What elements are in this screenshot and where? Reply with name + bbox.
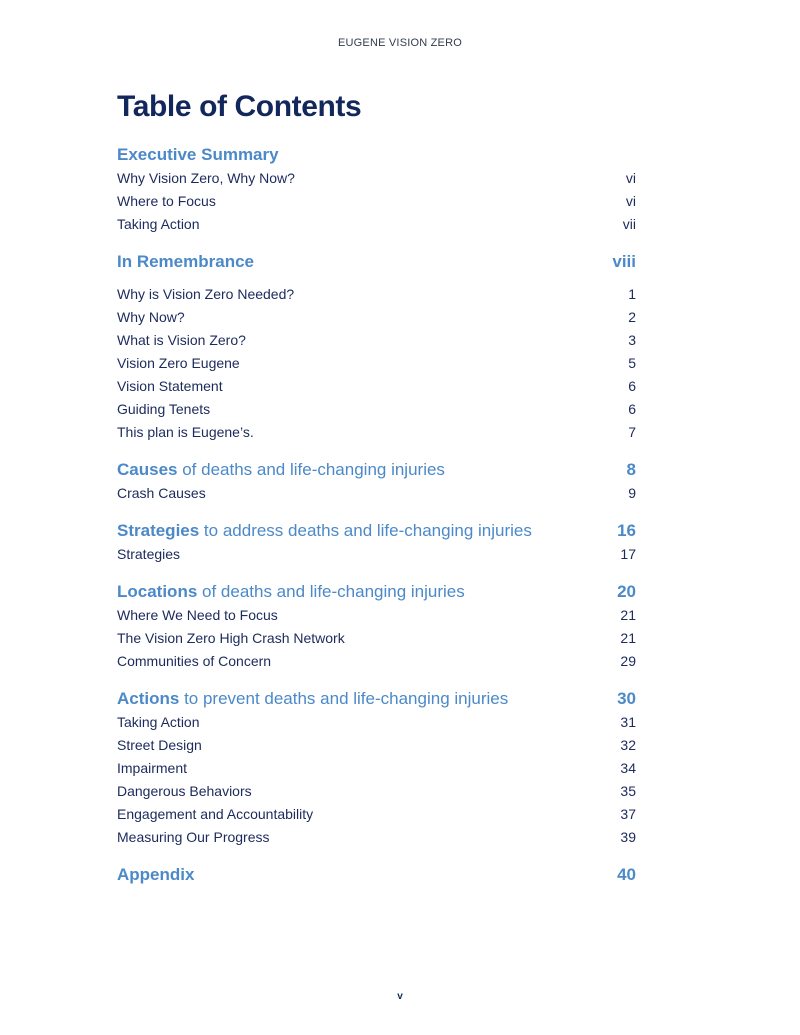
section-subtitle: of deaths and life-changing injuries bbox=[197, 582, 465, 601]
entry-page: 6 bbox=[628, 401, 636, 417]
entry-page: 34 bbox=[620, 760, 636, 776]
entry-page: vi bbox=[625, 170, 636, 186]
toc-section-executive-summary[interactable] bbox=[117, 143, 636, 167]
toc-section-causes[interactable] bbox=[117, 458, 636, 482]
toc-entry[interactable] bbox=[117, 167, 636, 190]
entry-page: 35 bbox=[620, 783, 636, 799]
section-page: 40 bbox=[617, 865, 636, 884]
entry-page: 31 bbox=[620, 714, 636, 730]
entry-page: 17 bbox=[620, 546, 636, 562]
toc-section-actions[interactable] bbox=[117, 687, 636, 711]
toc-entry[interactable] bbox=[117, 283, 636, 306]
section-page: 30 bbox=[617, 689, 636, 708]
toc-entry[interactable] bbox=[117, 398, 636, 421]
toc-entry[interactable] bbox=[117, 826, 636, 849]
entry-page: vi bbox=[625, 193, 636, 209]
toc-entry[interactable] bbox=[117, 757, 636, 780]
section-page: 20 bbox=[617, 582, 636, 601]
entry-page: 9 bbox=[628, 485, 636, 501]
toc-section-locations[interactable] bbox=[117, 580, 636, 604]
entry-label: Why is Vision Zero Needed? bbox=[117, 286, 295, 302]
entry-page: 21 bbox=[620, 630, 636, 646]
entry-label: Street Design bbox=[117, 737, 202, 753]
toc-entry[interactable] bbox=[117, 543, 636, 566]
toc-entry[interactable] bbox=[117, 627, 636, 650]
entry-page: 1 bbox=[628, 286, 636, 302]
toc-entry[interactable] bbox=[117, 329, 636, 352]
toc-entry[interactable] bbox=[117, 421, 636, 444]
section-subtitle: to address deaths and life-changing injuries bbox=[199, 521, 532, 540]
entry-page: 2 bbox=[628, 309, 636, 325]
section-keyword: Locations bbox=[117, 582, 198, 601]
toc-entry[interactable] bbox=[117, 711, 636, 734]
toc-entry[interactable] bbox=[117, 306, 636, 329]
toc-entry[interactable] bbox=[117, 734, 636, 757]
entry-label: Why Vision Zero, Why Now? bbox=[117, 170, 295, 186]
entry-page: 7 bbox=[628, 424, 636, 440]
entry-label: Engagement and Accountability bbox=[117, 806, 314, 822]
toc-entry[interactable] bbox=[117, 650, 636, 673]
toc-entry[interactable] bbox=[117, 213, 636, 236]
section-heading: Appendix bbox=[117, 865, 195, 884]
entry-page: 5 bbox=[628, 355, 636, 371]
toc-entry[interactable] bbox=[117, 375, 636, 398]
entry-label: Where to Focus bbox=[117, 193, 216, 209]
section-page: viii bbox=[612, 252, 636, 271]
toc-section-in-remembrance[interactable] bbox=[117, 250, 636, 274]
entry-page: 21 bbox=[620, 607, 636, 623]
table-of-contents bbox=[117, 143, 636, 887]
entry-page: 29 bbox=[620, 653, 636, 669]
entry-page: 32 bbox=[620, 737, 636, 753]
entry-label: Strategies bbox=[117, 546, 181, 562]
entry-label: Taking Action bbox=[117, 216, 200, 232]
entry-label: Taking Action bbox=[117, 714, 200, 730]
entry-label: Dangerous Behaviors bbox=[117, 783, 252, 799]
toc-entry[interactable] bbox=[117, 190, 636, 213]
section-subtitle: to prevent deaths and life-changing injuries bbox=[179, 689, 509, 708]
entry-page: 39 bbox=[620, 829, 636, 845]
entry-label: What is Vision Zero? bbox=[117, 332, 246, 348]
toc-section-strategies[interactable] bbox=[117, 519, 636, 543]
running-header: EUGENE VISION ZERO bbox=[337, 37, 462, 49]
entry-label: Where We Need to Focus bbox=[117, 607, 278, 623]
section-subtitle: of deaths and life-changing injuries bbox=[177, 460, 445, 479]
entry-label: Vision Zero Eugene bbox=[117, 355, 240, 371]
section-keyword: Causes bbox=[117, 460, 178, 479]
entry-page: 3 bbox=[628, 332, 636, 348]
section-page: 8 bbox=[626, 460, 636, 479]
entry-label: Impairment bbox=[117, 760, 188, 776]
section-keyword: Strategies bbox=[117, 521, 200, 540]
page-title: Table of Contents bbox=[117, 90, 362, 123]
entry-label: Guiding Tenets bbox=[117, 401, 211, 417]
page-number: v bbox=[397, 991, 403, 1002]
entry-label: Crash Causes bbox=[117, 485, 206, 501]
section-heading: Executive Summary bbox=[117, 145, 279, 164]
entry-label: Why Now? bbox=[117, 309, 185, 325]
toc-section-appendix[interactable] bbox=[117, 863, 636, 887]
entry-page: vii bbox=[622, 216, 636, 232]
entry-label: Measuring Our Progress bbox=[117, 829, 270, 845]
entry-label: The Vision Zero High Crash Network bbox=[117, 630, 345, 646]
toc-entry[interactable] bbox=[117, 482, 636, 505]
entry-label: This plan is Eugene’s. bbox=[117, 424, 254, 440]
entry-page: 37 bbox=[620, 806, 636, 822]
entry-label: Vision Statement bbox=[117, 378, 223, 394]
toc-entry[interactable] bbox=[117, 780, 636, 803]
entry-page: 6 bbox=[628, 378, 636, 394]
toc-entry[interactable] bbox=[117, 604, 636, 627]
toc-entry[interactable] bbox=[117, 352, 636, 375]
section-page: 16 bbox=[617, 521, 636, 540]
entry-label: Communities of Concern bbox=[117, 653, 272, 669]
section-heading: In Remembrance bbox=[117, 252, 254, 271]
section-keyword: Actions bbox=[117, 689, 180, 708]
toc-entry[interactable] bbox=[117, 803, 636, 826]
